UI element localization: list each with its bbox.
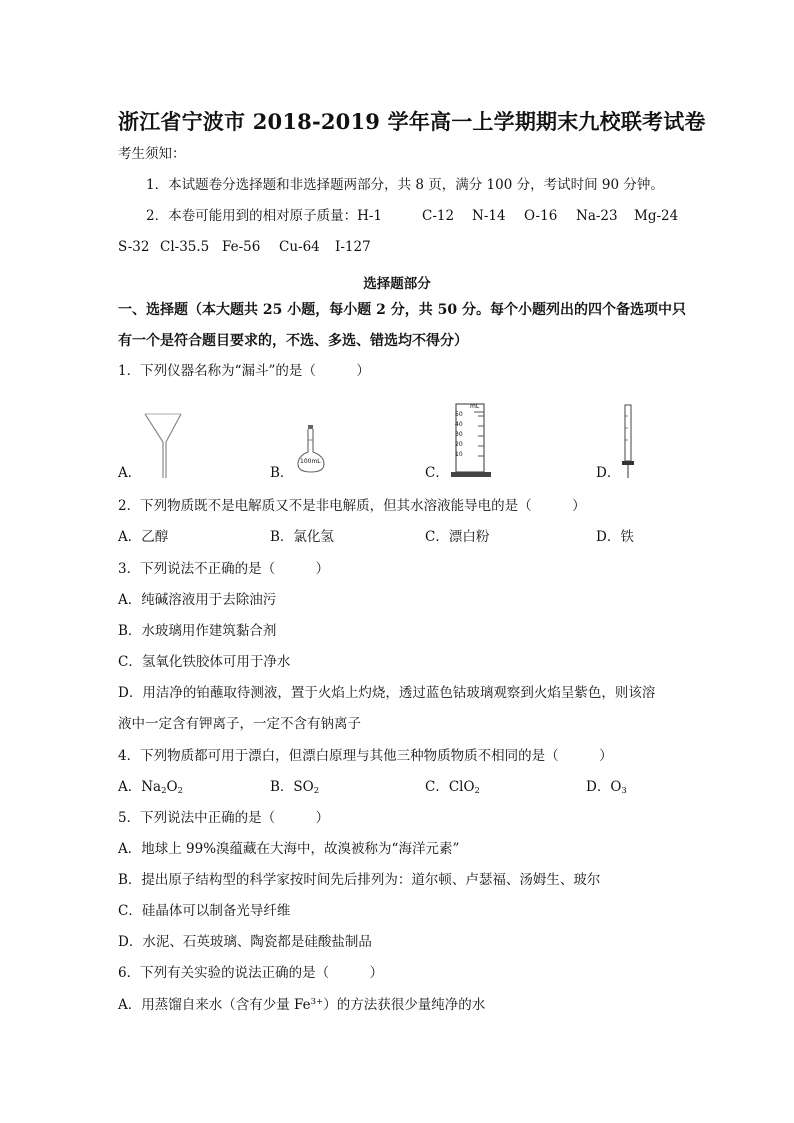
section-title: 选择题部分 [363,276,431,292]
mass-cu: Cu-64 [279,239,320,255]
cylinder-tick-10: 10 [455,451,463,458]
q3-option-a: A．纯碱溶液用于去除油污 [118,592,277,608]
q2-stem: 2．下列物质既不是电解质又不是非电解质，但其水溶液能导电的是（ ） [118,498,586,514]
q6-a-text2: ）的方法获很少量纯净的水 [323,997,486,1013]
q5-option-d: D．水泥、石英玻璃、陶瓷都是硅酸盐制品 [118,934,372,950]
q4-d-text: D．O [586,779,622,795]
cylinder-tick-20: 20 [455,441,463,448]
mass-c: C-12 [422,208,455,224]
q4-stem: 4．下列物质都可用于漂白，但漂白原理与其他三种物质物质不相同的是（ ） [118,748,613,764]
q4-c-sub: 2 [474,786,480,796]
notice-heading: 考生须知： [118,146,186,162]
q6-a-text1: A．用蒸馏自来水（含有少量 Fe [118,997,311,1013]
mass-o: O-16 [524,208,558,224]
q2-option-c: C．漂白粉 [425,529,490,545]
q5-stem: 5．下列说法中正确的是（ ） [118,810,330,826]
q4-d-sub: 3 [621,786,627,796]
q1-option-b: B． [270,465,294,481]
q4-option-d [586,781,627,796]
funnel-icon [143,412,183,486]
q6-stem: 6．下列有关实验的说法正确的是（ ） [118,965,384,981]
q4-option-c [425,781,480,796]
cylinder-unit-label: mL [470,403,480,410]
q3-stem: 3．下列说法不正确的是（ ） [118,561,330,577]
cylinder-tick-40: 40 [455,421,463,428]
q4-b-sub: 2 [313,786,320,796]
mass-mg: Mg-24 [634,208,679,224]
cylinder-tick-30: 30 [455,431,463,438]
part1-heading-line2: 有一个是符合题目要求的，不选、多选、错选均不得分） [118,333,468,349]
q4-a-sub2: 2 [177,786,184,796]
flask-volume-label: 100mL [300,458,321,465]
q1-stem: 1．下列仪器名称为“漏斗”的是（ ） [118,363,370,379]
q4-a-text1: A．Na [118,779,162,795]
mass-na: Na-23 [576,208,618,224]
q4-option-a [118,781,183,796]
part1-heading-line1: 一、选择题（本大题共 25 小题，每小题 2 分，共 50 分。每个小题列出的四个备选项中只 [118,302,686,318]
notice-item-2 [146,210,382,224]
q4-c-text: C．ClO [425,779,475,795]
q2-option-d: D．铁 [596,529,634,545]
volumetric-flask-icon [296,424,326,478]
q3-option-b: B．水玻璃用作建筑黏合剂 [118,623,277,639]
q6-a-sup: 3+ [310,997,324,1007]
mass-cl: Cl-35.5 [160,239,210,255]
burette-icon [618,404,638,484]
notice-item-1: 1．本试题卷分选择题和非选择题两部分，共 8 页，满分 100 分，考试时间 90 分钟。 [146,177,664,193]
q3-option-c: C．氢氧化铁胶体可用于净水 [118,654,291,670]
q3-option-d-line2: 液中一定含有钾离子，一定不含有钠离子 [118,716,361,732]
q2-option-b: B．氯化氢 [270,529,334,545]
mass-n: N-14 [472,208,506,224]
mass-i: I-127 [335,239,371,255]
notice-item-2-text: 2．本卷可能用到的相对原子质量：H-1 [146,208,383,224]
q1-option-c: C． [425,465,449,481]
q2-option-a: A．乙醇 [118,529,169,545]
q5-option-a: A．地球上 99%溴蕴藏在大海中，故溴被称为“海洋元素” [118,841,460,857]
q4-b-text: B．SO [270,779,314,795]
q4-option-b [270,781,319,796]
q4-a-sub1: 2 [161,786,167,796]
q6-option-a [118,998,485,1013]
q1-option-a: A． [118,465,142,481]
exam-title: 浙江省宁波市 2018-2019 学年高一上学期期末九校联考试卷 [118,109,706,134]
q5-option-c: C．硅晶体可以制备光导纤维 [118,903,291,919]
cylinder-tick-50: 50 [455,411,463,418]
mass-s: S-32 [118,239,150,255]
q4-a-text2: O [166,779,178,795]
q5-option-b: B．提出原子结构型的科学家按时间先后排列为：道尔顿、卢瑟福、汤姆生、玻尔 [118,872,601,888]
q1-option-d: D． [596,465,621,481]
q3-option-d-line1: D．用洁净的铂蘸取待测液，置于火焰上灼烧，透过蓝色钴玻璃观察到火焰呈紫色，则该溶 [118,685,656,701]
mass-fe: Fe-56 [222,239,261,255]
